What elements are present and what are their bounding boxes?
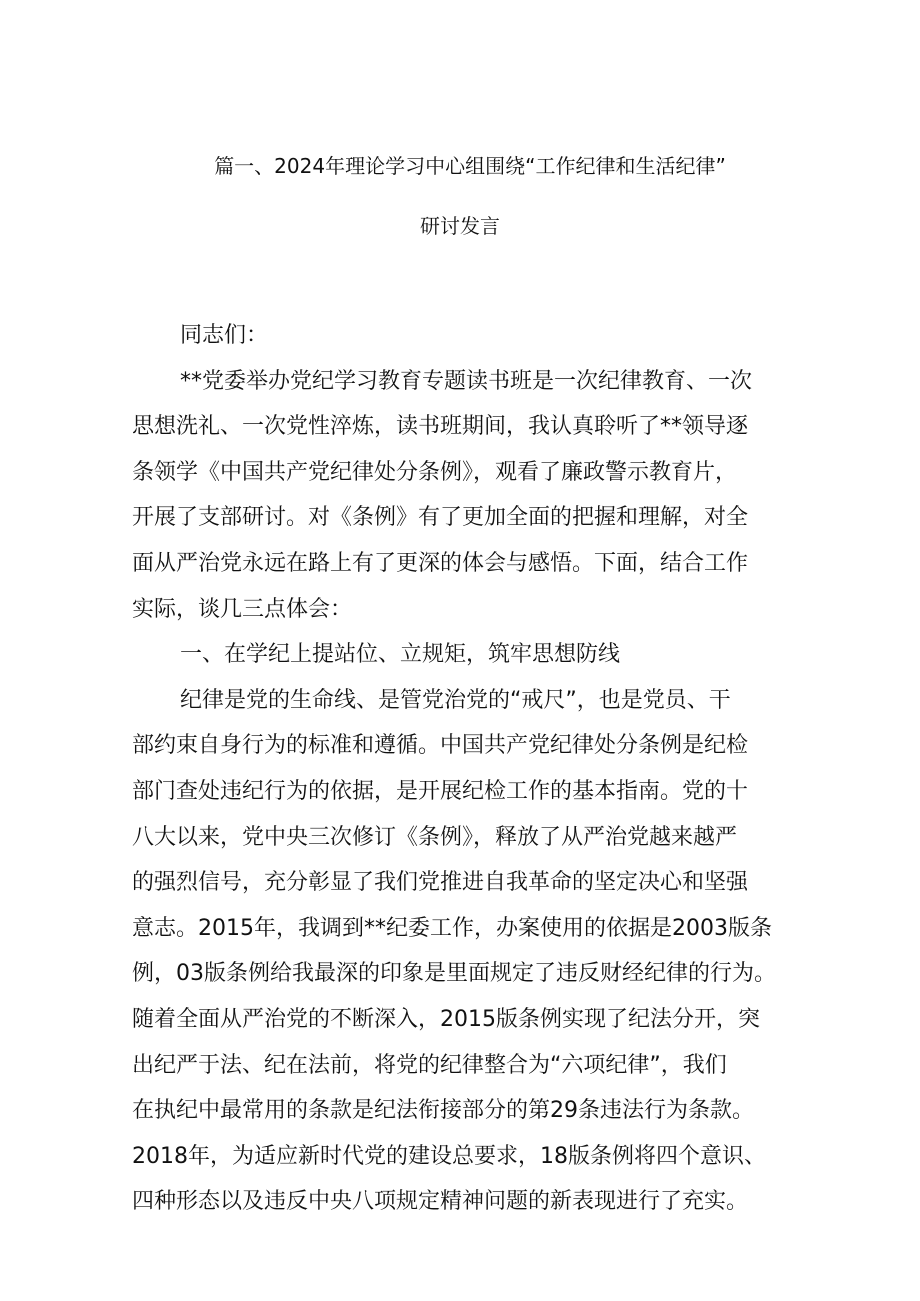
paragraph-line: 在执纪中最常用的条款是纪法衔接部分的第29条违法行为条款。 xyxy=(132,1098,754,1124)
paragraph-line: 的强烈信号，充分彰显了我们党推进自我革命的坚定决心和坚强 xyxy=(132,870,749,896)
paragraph-line: 开展了支部研讨。对《条例》有了更加全面的把握和理解，对全 xyxy=(132,505,749,531)
paragraph-line: **党委举办党纪学习教育专题读书班是一次纪律教育、一次 xyxy=(180,368,753,394)
paragraph-line: 面从严治党永远在路上有了更深的体会与感悟。下面，结合工作 xyxy=(132,550,749,576)
paragraph-line: 实际，谈几三点体会： xyxy=(132,596,353,622)
paragraph-line: 部约束自身行为的标准和遵循。中国共产党纪律处分条例是纪检 xyxy=(132,733,749,759)
document-body xyxy=(132,313,792,1225)
paragraph-line: 2018年，为适应新时代党的建设总要求，18版条例将四个意识、 xyxy=(132,1143,766,1169)
document-title: 篇一、2024年理论学习中心组围绕“工作纪律和生活纪律” xyxy=(214,154,726,178)
paragraph-line: 纪律是党的生命线、是管党治党的“戒尺”，也是党员、干 xyxy=(180,687,731,713)
paragraph-line: 思想洗礼、一次党性淬炼，读书班期间，我认真聆听了**领导逐 xyxy=(132,414,749,440)
paragraph-line: 条领学《中国共产党纪律处分条例》，观看了廉政警示教育片， xyxy=(132,459,738,485)
paragraph-line: 出纪严于法、纪在法前，将党的纪律整合为“六项纪律”，我们 xyxy=(132,1052,727,1078)
paragraph-line: 随着全面从严治党的不断深入，2015版条例实现了纪法分开，突 xyxy=(132,1006,760,1032)
salutation: 同志们： xyxy=(180,323,269,348)
paragraph-line: 意志。2015年，我调到**纪委工作，办案使用的依据是2003版条 xyxy=(132,915,772,941)
paragraph-line: 四种形态以及违反中央八项规定精神问题的新表现进行了充实。 xyxy=(132,1189,749,1215)
paragraph-line: 八大以来，党中央三次修订《条例》，释放了从严治党越来越严 xyxy=(132,824,738,850)
paragraph-line: 部门查处违纪行为的依据，是开展纪检工作的基本指南。党的十 xyxy=(132,778,749,804)
paragraph-line: 例，03版条例给我最深的印象是里面规定了违反财经纪律的行为。 xyxy=(132,961,776,987)
section-heading: 一、在学纪上提站位、立规矩，筑牢思想防线 xyxy=(180,642,621,668)
document-subtitle: 研讨发言 xyxy=(420,214,500,238)
